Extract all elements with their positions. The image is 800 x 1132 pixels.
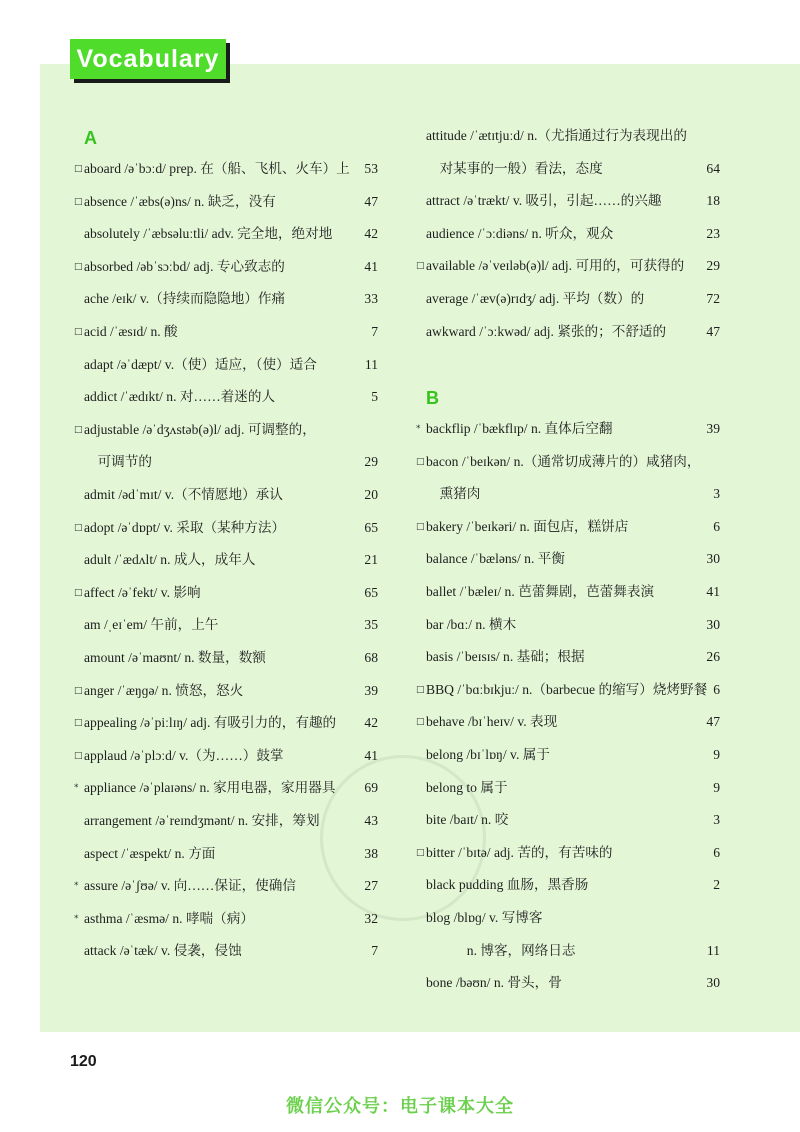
entry-marker: □ — [74, 424, 83, 435]
vocab-entry — [74, 223, 378, 245]
entry-text: anger /ˈæŋɡə/ n. 愤怒，怒火 — [84, 682, 244, 698]
vocab-entry — [74, 451, 378, 473]
entry-text: 对某事的一般）看法，态度 — [426, 160, 603, 176]
entry-text: affect /əˈfekt/ v. 影响 — [84, 584, 201, 600]
entry-page: 65 — [364, 519, 378, 535]
entry-page: 35 — [364, 617, 378, 633]
entry-page: 7 — [371, 943, 378, 959]
entry-text: bitter /ˈbɪtə/ adj. 苦的，有苦味的 — [426, 844, 613, 860]
entry-text: bacon /ˈbeɪkən/ n.（通常切成薄片的）咸猪肉， — [426, 453, 701, 469]
entry-page: 32 — [364, 910, 378, 926]
entry-text: BBQ /ˈbɑːbɪkjuː/ n.（barbecue 的缩写）烧烤野餐 — [426, 681, 708, 697]
vocab-entry — [74, 386, 378, 408]
entry-text: adult /ˈædʌlt/ n. 成人，成年人 — [84, 552, 256, 568]
entry-text: asthma /ˈæsmə/ n. 哮喘（病） — [84, 910, 254, 926]
entry-page: 21 — [364, 552, 378, 568]
entry-text: bone /bəʊn/ n. 骨头，骨 — [426, 975, 562, 991]
entry-text: applaud /əˈplɔːd/ v.（为……）鼓掌 — [84, 747, 284, 763]
vocab-entry — [416, 158, 720, 180]
entry-page: 9 — [713, 779, 720, 795]
entry-text: backflip /ˈbækflɪp/ n. 直体后空翻 — [426, 421, 613, 436]
entry-page: 30 — [706, 975, 720, 991]
entry-text: awkward /ˈɔːkwəd/ adj. 紧张的；不舒适的 — [426, 323, 667, 339]
vocab-entry — [416, 483, 720, 505]
entry-text: bite /baɪt/ n. 咬 — [426, 812, 509, 828]
vocab-entry — [74, 321, 378, 343]
entry-marker: * — [416, 424, 421, 434]
entry-marker: □ — [74, 718, 83, 729]
entry-page: 7 — [371, 324, 378, 339]
entry-marker: □ — [74, 196, 83, 207]
entry-text: 熏猪肉 — [426, 486, 481, 502]
entry-page: 2 — [713, 877, 720, 893]
entry-page: 64 — [706, 160, 720, 176]
entry-text: belong /bɪˈlɒŋ/ v. 属于 — [426, 747, 550, 762]
entry-page: 65 — [364, 584, 378, 600]
vocab-entry — [74, 843, 378, 865]
entry-marker: □ — [416, 847, 425, 858]
entry-text: aboard /əˈbɔːd/ prep. 在（船、飞机、火车）上 — [84, 161, 350, 176]
entry-page: 38 — [364, 845, 378, 861]
entry-page: 11 — [364, 356, 378, 372]
section-letter-b: B — [426, 388, 439, 408]
entry-page: 41 — [706, 584, 720, 599]
entry-page: 11 — [706, 942, 720, 958]
entry-text: arrangement /əˈreɪndʒmənt/ n. 安排，筹划 — [84, 813, 320, 828]
entry-text: available /əˈveɪləb(ə)l/ adj. 可用的，可获得的 — [426, 258, 685, 274]
vocab-entry — [416, 125, 720, 147]
vocab-entry — [416, 809, 720, 831]
entry-page: 39 — [706, 421, 720, 436]
entry-text: adopt /əˈdɒpt/ v. 采取（某种方法） — [84, 519, 286, 535]
vocab-entry — [74, 354, 378, 376]
entry-text: attitude /ˈætɪtjuːd/ n.（尤指通过行为表现出的 — [426, 128, 687, 143]
entry-text: absolutely /ˈæbsəluːtli/ adv. 完全地，绝对地 — [84, 226, 333, 242]
vocab-entry — [74, 680, 378, 702]
entry-marker: □ — [74, 327, 83, 337]
entry-page: 43 — [364, 813, 378, 828]
entry-page: 42 — [364, 715, 378, 731]
entry-text: behave /bɪˈheɪv/ v. 表现 — [426, 714, 558, 730]
entry-marker: * — [74, 913, 79, 924]
entry-text: belong to 属于 — [426, 779, 508, 795]
entry-marker: □ — [416, 521, 425, 532]
wechat-footer: 微信公众号：电子课本大全 — [286, 1096, 514, 1117]
entry-text: average /ˈæv(ə)rɪdʒ/ adj. 平均（数）的 — [426, 291, 645, 306]
vocab-entry — [416, 874, 720, 896]
entry-marker: * — [74, 783, 79, 794]
entry-text: bakery /ˈbeɪkəri/ n. 面包店，糕饼店 — [426, 518, 629, 534]
entry-page: 3 — [713, 486, 720, 502]
entry-page: 18 — [706, 193, 720, 209]
entry-text: attack /əˈtæk/ v. 侵袭，侵蚀 — [84, 943, 242, 959]
entry-marker: □ — [416, 261, 425, 272]
vocab-entry — [74, 549, 378, 571]
entry-text: absence /ˈæbs(ə)ns/ n. 缺乏，没有 — [84, 193, 276, 209]
entry-marker: □ — [74, 587, 83, 598]
entry-page: 6 — [713, 518, 720, 534]
vocab-entry — [416, 842, 720, 864]
page-title: Vocabulary — [70, 39, 226, 79]
entry-text: acid /ˈæsɪd/ n. 酸 — [84, 324, 178, 339]
vocab-entry — [416, 190, 720, 212]
entry-text: appealing /əˈpiːlɪŋ/ adj. 有吸引力的，有趣的 — [84, 715, 337, 731]
entry-page: 41 — [364, 258, 378, 274]
entry-text: n. 博客，网络日志 — [426, 942, 576, 958]
vocab-entry — [416, 581, 720, 603]
entry-marker: □ — [74, 522, 83, 533]
entry-marker: □ — [74, 685, 83, 696]
entry-page: 3 — [713, 812, 720, 828]
entry-page: 6 — [713, 681, 720, 697]
entry-page: 27 — [364, 878, 378, 894]
entry-text: appliance /əˈplaɪəns/ n. 家用电器，家用器具 — [84, 780, 336, 796]
entry-page: 29 — [364, 454, 378, 470]
entry-text: amount /əˈmaʊnt/ n. 数量，数额 — [84, 650, 266, 665]
vocab-entry — [74, 777, 378, 799]
vocab-entry — [416, 972, 720, 994]
vocab-entry — [74, 940, 378, 962]
vocab-entry — [74, 191, 378, 213]
entry-page: 69 — [364, 780, 378, 796]
entry-page: 47 — [364, 193, 378, 209]
entry-text: black pudding 血肠，黑香肠 — [426, 877, 589, 893]
vocab-entry — [74, 810, 378, 832]
entry-text: absorbed /əbˈsɔːbd/ adj. 专心致志的 — [84, 258, 285, 274]
vocab-entry — [416, 744, 720, 766]
vocab-entry — [416, 255, 720, 277]
entry-marker: □ — [74, 164, 83, 174]
vocab-entry — [74, 745, 378, 767]
vocab-entry — [74, 712, 378, 734]
entry-marker: * — [74, 881, 79, 892]
entry-text: ache /eɪk/ v.（持续而隐隐地）作痛 — [84, 291, 286, 307]
vocab-entry — [416, 223, 720, 245]
entry-text: am /ˌeɪˈem/ 午前，上午 — [84, 617, 219, 633]
vocab-entry — [416, 711, 720, 733]
entry-page: 23 — [706, 225, 720, 241]
vocab-entry — [74, 288, 378, 310]
vocab-entry — [416, 646, 720, 668]
entry-page: 30 — [706, 616, 720, 632]
vocab-entry — [74, 908, 378, 930]
entry-text: adapt /əˈdæpt/ v.（使）适应，（使）适合 — [84, 356, 317, 372]
entry-text: basis /ˈbeɪsɪs/ n. 基础；根据 — [426, 649, 585, 665]
vocab-entry — [74, 517, 378, 539]
entry-page: 53 — [364, 161, 378, 176]
vocab-entry — [416, 940, 720, 962]
vocab-entry — [416, 321, 720, 343]
vocab-entry — [74, 419, 378, 441]
vocab-entry — [416, 907, 720, 929]
entry-text: adjustable /əˈdʒʌstəb(ə)l/ adj. 可调整的， — [84, 421, 316, 437]
entry-page: 41 — [364, 747, 378, 763]
vocab-entry — [74, 484, 378, 506]
entry-page: 29 — [706, 258, 720, 274]
entry-page: 5 — [371, 389, 378, 405]
entry-page: 6 — [713, 844, 720, 860]
entry-page: 72 — [706, 291, 720, 306]
entry-marker: □ — [416, 456, 425, 467]
entry-page: 30 — [706, 551, 720, 567]
vocab-entry — [74, 647, 378, 669]
entry-marker: □ — [416, 684, 425, 695]
section-letter-a: A — [84, 128, 97, 148]
entry-text: addict /ˈædɪkt/ n. 对……着迷的人 — [84, 389, 276, 405]
entry-marker: □ — [74, 261, 83, 272]
vocab-entry — [416, 614, 720, 636]
vocab-entry — [74, 875, 378, 897]
entry-text: bar /bɑː/ n. 横木 — [426, 616, 517, 632]
vocab-entry — [416, 288, 720, 310]
entry-text: 可调节的 — [84, 454, 152, 470]
entry-page: 47 — [706, 714, 720, 730]
vocab-entry — [416, 451, 720, 473]
entry-page: 20 — [364, 487, 378, 502]
entry-page: 42 — [364, 226, 378, 242]
entry-text: attract /əˈtrækt/ v. 吸引，引起……的兴趣 — [426, 193, 662, 209]
vocab-entry — [74, 256, 378, 278]
entry-marker: □ — [74, 750, 83, 761]
entry-page: 33 — [364, 291, 378, 307]
entry-text: admit /ədˈmɪt/ v.（不情愿地）承认 — [84, 487, 283, 502]
vocab-entry — [74, 614, 378, 636]
vocab-entry — [416, 548, 720, 570]
vocab-entry — [74, 158, 378, 180]
vocab-entry — [416, 777, 720, 799]
entry-text: assure /əˈʃʊə/ v. 向……保证，使确信 — [84, 878, 296, 894]
vocab-entry — [416, 516, 720, 538]
entry-page: 47 — [706, 323, 720, 339]
entry-text: aspect /ˈæspekt/ n. 方面 — [84, 845, 216, 861]
vocab-entry — [416, 418, 720, 440]
entry-page: 9 — [713, 747, 720, 762]
entry-page: 26 — [706, 649, 720, 665]
entry-marker: □ — [416, 717, 425, 728]
entry-page: 68 — [364, 650, 378, 665]
vocab-entry — [416, 679, 720, 701]
vocab-entry — [74, 582, 378, 604]
title-badge — [74, 43, 230, 83]
entry-page: 39 — [364, 682, 378, 698]
entry-text: ballet /ˈbæleɪ/ n. 芭蕾舞剧，芭蕾舞表演 — [426, 584, 655, 599]
page-number: 120 — [70, 1053, 97, 1070]
entry-text: blog /blɒɡ/ v. 写博客 — [426, 910, 543, 925]
entry-text: balance /ˈbæləns/ n. 平衡 — [426, 551, 565, 567]
entry-text: audience /ˈɔːdiəns/ n. 听众，观众 — [426, 225, 614, 241]
